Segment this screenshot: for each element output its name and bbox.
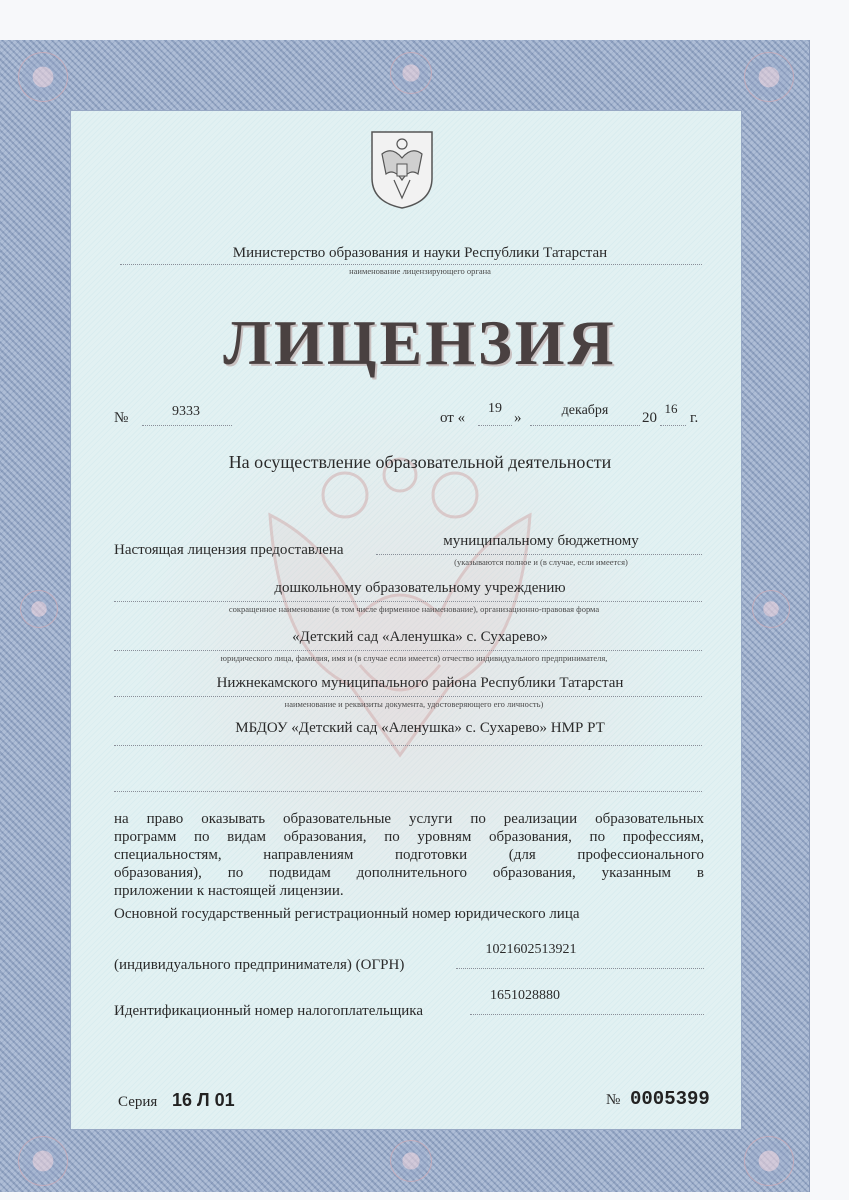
license-number-label: № xyxy=(114,410,129,426)
grant-caption-1: (указываются полное и (в случае, если имеется) xyxy=(454,557,628,567)
grant-rule-1 xyxy=(376,554,702,555)
border-ornament-top xyxy=(390,52,432,94)
authority-caption: наименование лицензирующего органа xyxy=(349,266,491,276)
ogrn-line xyxy=(456,968,704,969)
eagle-watermark-icon xyxy=(250,455,550,795)
right-text-line-1: на право оказывать образовательные услуги по реализации образовательных xyxy=(114,811,704,827)
ogrn-label-line-1: Основной государственный регистрационный номер юридического лица xyxy=(114,906,580,922)
authority-name: Министерство образования и науки Республики Татарстан xyxy=(232,245,608,261)
ogrn-label-line-2: (индивидуального предпринимателя) (ОГРН) xyxy=(114,957,405,973)
grant-caption-4: наименование и реквизиты документа, удостоверяющего его личность) xyxy=(284,699,544,709)
border-ornament-right xyxy=(752,590,790,628)
inn-value: 1651028880 xyxy=(490,988,560,1003)
grant-label: Настоящая лицензия предоставлена xyxy=(114,542,344,558)
grant-line-4: Нижнекамского муниципального района Республики Татарстан xyxy=(216,675,624,691)
right-text-line-5: приложении к настоящей лицензии. xyxy=(114,883,344,899)
license-number: 9333 xyxy=(172,404,200,419)
grant-rule-2 xyxy=(114,601,702,602)
license-year-line xyxy=(660,425,686,426)
grant-rule-5 xyxy=(114,745,702,746)
grant-rule-4 xyxy=(114,696,702,697)
grant-line-2: дошкольному образовательному учреждению xyxy=(274,580,566,596)
license-number-line xyxy=(142,425,232,426)
grant-line-3: «Детский сад «Аленушка» с. Сухарево» xyxy=(292,629,548,645)
license-year-label: г. xyxy=(690,410,699,426)
corner-ornament-top-left xyxy=(18,52,68,102)
authority-line xyxy=(120,264,702,265)
corner-ornament-top-right xyxy=(744,52,794,102)
series-label: Серия xyxy=(118,1094,158,1110)
license-year-suffix: 16 xyxy=(664,401,678,416)
corner-ornament-bottom-left xyxy=(18,1136,68,1186)
date-day-close: » xyxy=(514,410,522,426)
grant-caption-2: сокращенное наименование (в том числе фирменное наименование), организационно-правовая форма xyxy=(228,604,600,614)
inn-label: Идентификационный номер налогоплательщика xyxy=(114,1003,424,1019)
form-number-value: 0005399 xyxy=(630,1088,710,1110)
license-day: 19 xyxy=(488,401,502,416)
right-text-line-2: программ по видам образования, по уровням образования, по профессиям, xyxy=(114,829,704,845)
border-ornament-bottom xyxy=(390,1140,432,1182)
grant-line-5: МБДОУ «Детский сад «Аленушка» с. Сухарево» НМР РТ xyxy=(235,720,605,736)
grant-line-1: муниципальному бюджетному xyxy=(443,533,639,549)
right-text-line-3: специальностям, направлениям подготовки (для профессионального xyxy=(114,847,704,863)
coat-of-arms-icon xyxy=(368,128,436,210)
date-from-label: от « xyxy=(440,410,466,426)
grant-caption-3: юридического лица, фамилия, имя и (в случае если имеется) отчество индивидуального предпринимателя, xyxy=(220,653,608,663)
license-year-prefix: 20 xyxy=(642,410,657,426)
corner-ornament-bottom-right xyxy=(744,1136,794,1186)
grant-rule-3 xyxy=(114,650,702,651)
border-ornament-left xyxy=(20,590,58,628)
license-purpose: На осуществление образовательной деятельности xyxy=(228,452,612,472)
document-title: ЛИЦЕНЗИЯ xyxy=(223,307,617,378)
grant-rule-6 xyxy=(114,791,702,792)
ogrn-value: 1021602513921 xyxy=(485,942,577,957)
license-month: декабря xyxy=(561,403,609,418)
license-day-line xyxy=(478,425,512,426)
form-number-label: № xyxy=(606,1092,621,1108)
series-value: 16 Л 01 xyxy=(172,1090,235,1110)
license-month-line xyxy=(530,425,640,426)
inn-line xyxy=(470,1014,704,1015)
right-text-line-4: образования), по подвидам дополнительного образования, указанным в xyxy=(114,865,704,881)
